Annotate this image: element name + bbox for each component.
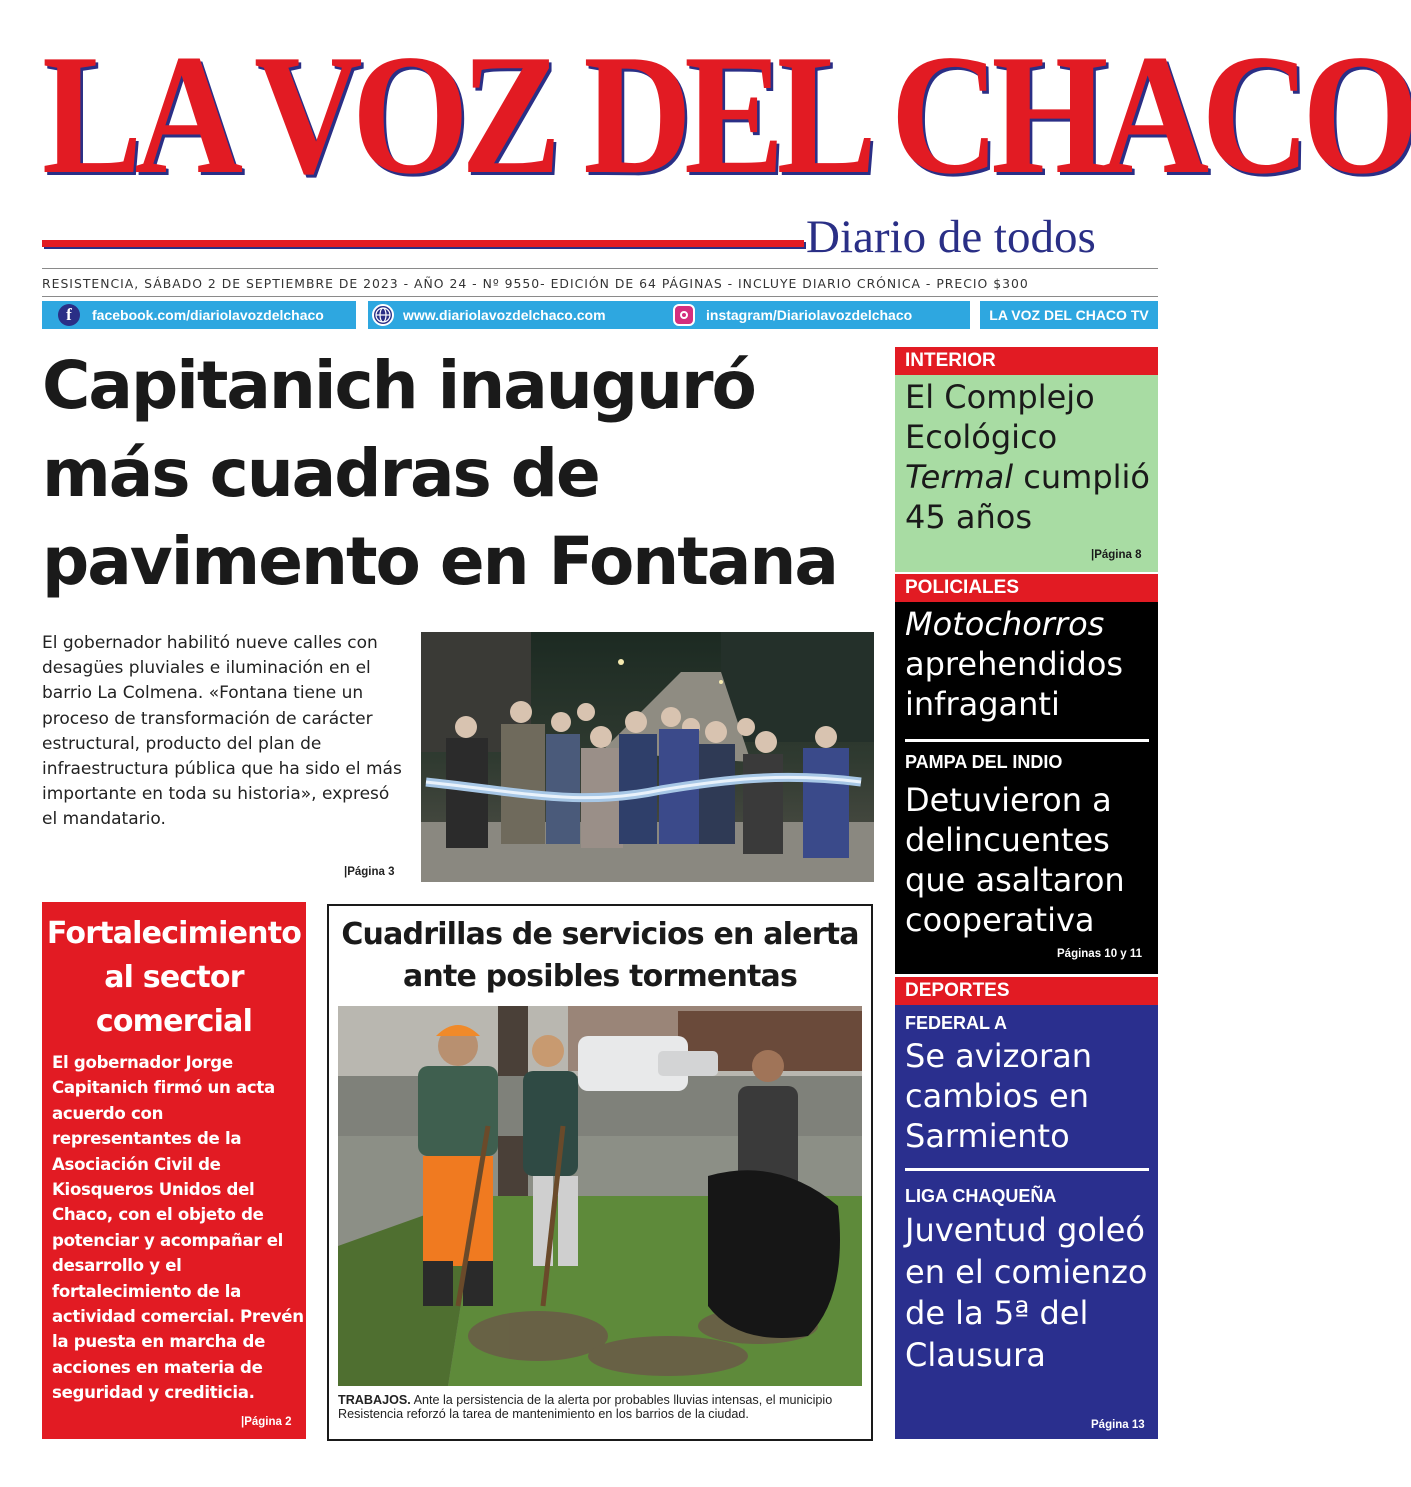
social-bar [42, 301, 1158, 329]
facebook-link-label: facebook.com/diariolavozdelchaco [92, 307, 324, 323]
deportes-page-ref: Página 13 [1091, 1419, 1145, 1431]
deportes-sub-label-1: FEDERAL A [905, 1013, 1008, 1033]
instagram-link-label: instagram/Diariolavozdelchaco [706, 307, 913, 323]
interior-page-ref: |Página 8 [1091, 549, 1142, 561]
workers-illustration [338, 1006, 862, 1386]
masthead-red-rule [42, 240, 804, 247]
fortalecimiento-body: El gobernador Jorge Capitanich firmó un acta acuerdo con representantes de la Asociación Civil de Kiosqueros Unidos del Chaco, con el objeto de potenciar y acompañar el desarrollo y el fortalecimiento de la actividad comercial. Prevén la puesta en marcha de acciones en materia de seguridad y crediticia. [52, 1053, 304, 1403]
dateline-bottom-rule [42, 296, 1158, 297]
main-story-page-ref: |Página 3 [344, 866, 395, 878]
fortalecimiento-title: Fortalecimiento al sector comercial [46, 916, 302, 1039]
tv-link[interactable]: LA VOZ DEL CHACO TV [980, 301, 1158, 329]
fortalecimiento-page-ref: |Página 2 [241, 1416, 292, 1428]
instagram-link[interactable] [669, 301, 970, 329]
section-label-interior[interactable]: INTERIOR [895, 347, 1158, 375]
dateline-top-rule [42, 268, 1158, 269]
policiales-sub-label: PAMPA DEL INDIO [905, 752, 1063, 772]
policiales-headline-2: Detuvieron a delincuentes que asaltaron cooperativa [905, 781, 1125, 939]
deportes-headline-2: Juventud goleó en el comienzo de la 5ª del Clausura [905, 1211, 1148, 1374]
newspaper-title: LA VOZ DEL CHACO [42, 20, 1411, 210]
policiales-story[interactable] [895, 602, 1158, 974]
caption-label: TRABAJOS. [338, 1393, 411, 1407]
caption-text: Ante la persistencia de la alerta por probables lluvias intensas, el municipio Resistencia reforzó la tarea de mantenimiento en los barrios de la ciudad. [338, 1393, 833, 1421]
interior-story[interactable] [895, 375, 1158, 572]
ribbon-cutting-photo [421, 632, 874, 882]
website-link[interactable] [368, 301, 682, 329]
globe-icon [372, 304, 394, 326]
instagram-icon [673, 304, 695, 326]
deportes-divider [905, 1168, 1149, 1171]
facebook-link[interactable] [42, 301, 356, 329]
policiales-headline-rest: aprehendidos infraganti [905, 645, 1124, 723]
ribbon-cutting-illustration [421, 632, 874, 882]
policiales-headline-1 [905, 604, 1153, 724]
interior-headline-italic: Termal [905, 458, 1014, 496]
cuadrillas-title: Cuadrillas de servicios en alerta ante posibles tormentas [341, 917, 859, 994]
policiales-page-ref: Páginas 10 y 11 [1057, 948, 1143, 960]
newspaper-tagline: Diario de todos [806, 211, 1096, 263]
main-story-lead: El gobernador habilitó nueve calles con desagües pluviales e iluminación en el barrio La Colmena. «Fontana tiene un proceso de transformación de carácter estructural, producto del plan de infraestructura pública que ha sido el más importante en toda su historia», expresó el mandatario. [42, 633, 402, 830]
main-headline[interactable]: Capitanich inauguró más cuadras de pavimento en Fontana [42, 347, 837, 600]
policiales-divider [905, 739, 1149, 742]
deportes-story[interactable] [895, 1005, 1158, 1439]
dateline: RESISTENCIA, SÁBADO 2 DE SEPTIEMBRE DE 2023 - AÑO 24 - Nº 9550- EDICIÓN DE 64 PÁGINAS - INCLUYE DIARIO CRÓNICA - PRECIO $300 [42, 276, 1029, 291]
policiales-headline-italic: Motochorros [905, 605, 1105, 643]
interior-headline-part-b: cumplió 45 años [905, 458, 1150, 536]
fortalecimiento-story[interactable] [42, 902, 306, 1439]
section-label-deportes[interactable]: DEPORTES [895, 977, 1158, 1005]
deportes-sub-label-2: LIGA CHAQUEÑA [905, 1186, 1057, 1206]
workers-photo [338, 1006, 862, 1386]
cuadrillas-story[interactable] [327, 904, 873, 1441]
interior-headline [905, 377, 1153, 549]
website-link-label: www.diariolavozdelchaco.com [403, 307, 606, 323]
interior-headline-part-a: El Complejo Ecológico [905, 378, 1095, 456]
section-label-policiales[interactable]: POLICIALES [895, 574, 1158, 602]
facebook-icon: f [58, 304, 80, 326]
cuadrillas-caption [338, 1393, 866, 1421]
deportes-headline-1: Se avizoran cambios en Sarmiento [905, 1037, 1093, 1155]
